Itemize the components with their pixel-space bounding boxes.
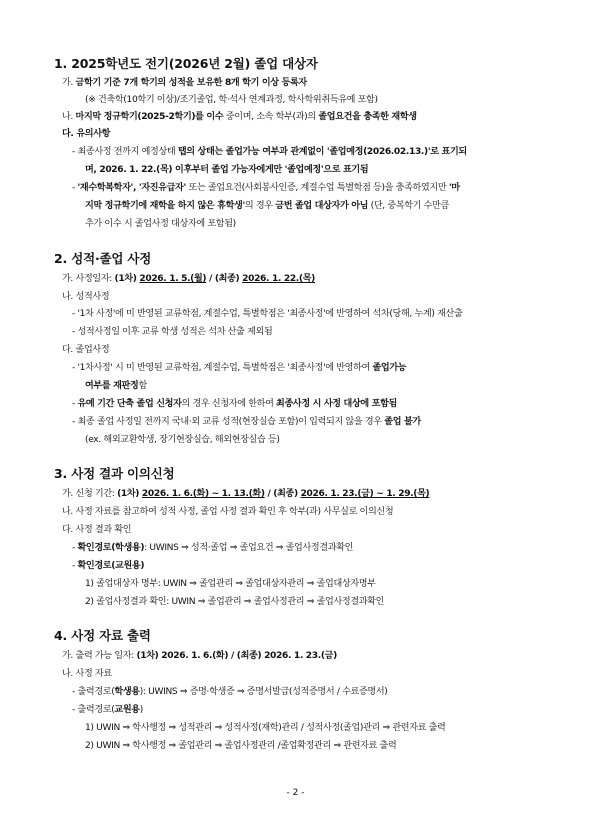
section-1-title: 1. 2025학년도 전기(2026년 2월) 졸업 대상자 <box>54 56 318 71</box>
section-2-title: 2. 성적·졸업 사정 <box>54 251 152 266</box>
s2-item-da: 다. 졸업사정 <box>62 345 110 355</box>
s4-faculty-path-2: 2) UWIN ⇒ 학사행정 ⇒ 졸업관리 ⇒ 졸업사정관리 /졸업확정관리 ⇒ 관련자료 출력 <box>85 741 397 751</box>
s2-na-bullet-1: - '1차 사정'에 미 반영된 교류학점, 계절수업, 특별학점은 '최종사정'에 반영하여 석차(당해, 누계) 재산출 <box>72 309 463 319</box>
s3-bullet-student: - 확인경로(학생용): UWINS ⇒ 성적·졸업 ⇒ 졸업요건 ⇒ 졸업사정결과확인 <box>72 543 354 553</box>
s2-item-ga: 가. 사정일자: (1차) 2026. 1. 5.(월) / (최종) 2026. 1. 22.(목) <box>62 274 315 284</box>
s2-item-na: 나. 성적사정 <box>62 292 110 302</box>
s4-item-na: 나. 사정 자료 <box>62 669 112 679</box>
s4-bullet-faculty: - 출력경로(교원용) <box>72 705 143 715</box>
s1-bullet-1-cont: 며, 2026. 1. 22.(목) 이후부터 졸업 가능자에게만 '졸업예정'으로 표기됨 <box>85 165 369 175</box>
s1-item-ga: 가. 금학기 기준 7개 학기의 성적을 보유한 8개 학기 이상 등록자 <box>62 78 307 88</box>
page-number: - 2 - <box>286 788 305 798</box>
section-3-title: 3. 사정 결과 이의신청 <box>54 466 175 481</box>
s1-item-ga-note: (※ 건축학(10학기 이상)/조기졸업, 학·석사 연계과정, 학사학위취득유예 포함) <box>85 95 378 105</box>
s2-da-bullet-1: - '1차사정' 시 미 반영된 교류학점, 계절수업, 특별학점은 '최종사정'에 반영하여 졸업가능 <box>72 363 407 373</box>
s2-na-bullet-2: - 성적사정일 이후 교류 학생 성적은 석차 산출 제외됨 <box>72 327 273 337</box>
s1-item-da: 다. 유의사항 <box>62 129 111 139</box>
s2-da-bullet-3: - 최종 졸업 사정일 전까지 국내·외 교류 성적(현장실습 포함)이 입력되지 않을 경우 졸업 불가 <box>72 417 421 427</box>
section-4-title: 4. 사정 자료 출력 <box>54 628 151 643</box>
s1-item-na: 나. 마지막 정규학기(2025-2학기)를 이수 중이며, 소속 학부(과)의 졸업요건을 충족한 재학생 <box>62 112 417 122</box>
s3-faculty-path-1: 1) 졸업대상자 명부: UWIN ⇒ 졸업관리 ⇒ 졸업대상자관리 ⇒ 졸업대상자명부 <box>85 579 376 589</box>
s1-bullet-2-cont2: 추가 이수 시 졸업사정 대상자에 포함됨) <box>85 219 236 229</box>
s3-faculty-path-2: 2) 졸업사정결과 확인: UWIN ⇒ 졸업관리 ⇒ 졸업사정관리 ⇒ 졸업사정결과확인 <box>85 597 385 607</box>
s3-item-da: 다. 사정 결과 확인 <box>62 525 132 535</box>
s3-bullet-faculty: - 확인경로(교원용) <box>72 561 145 571</box>
s4-bullet-student: - 출력경로(학생용): UWINS ⇒ 증명·학생증 ⇒ 증명서발급(성적증명서 / 수료증명서) <box>72 687 388 697</box>
s1-bullet-2: - '재수학복학자', '자진유급자' 또는 졸업요건(사회봉사인증, 계절수업 특별학점 등)을 충족하였지만 '마 <box>72 183 460 193</box>
s2-da-bullet-3-cont: (ex. 해외교환학생, 장기현장실습, 해외현장실습 등) <box>85 435 280 445</box>
s3-item-na: 나. 사정 자료를 참고하여 성적 사정, 졸업 사정 결과 확인 후 학부(과) 사무실로 이의신청 <box>62 507 394 517</box>
s3-item-ga: 가. 신청 기간: (1차) 2026. 1. 6.(화) ~ 1. 13.(화) / (최종) 2026. 1. 23.(금) ~ 1. 29.(목) <box>62 489 430 499</box>
s1-bullet-1: - 최종사정 전까지 예정상태 탭의 상태는 졸업가능 여부과 관계없이 '졸업예정(2026.02.13.)'로 표기되 <box>72 147 467 157</box>
s4-item-ga: 가. 출력 가능 일자: (1차) 2026. 1. 6.(화) / (최종) 2026. 1. 23.(금) <box>62 651 337 661</box>
s4-faculty-path-1: 1) UWIN ⇒ 학사행정 ⇒ 성적관리 ⇒ 성적사정(재학)관리 / 성적사정(졸업)관리 ⇒ 관련자료 출력 <box>85 723 446 733</box>
s2-da-bullet-2: - 유예 기간 단축 졸업 신청자의 경우 신청자에 한하여 최종사정 시 사정 대상에 포함됨 <box>72 399 397 409</box>
s1-bullet-2-cont: 지막 정규학기에 재학을 하지 않은 휴학생'의 경우 금번 졸업 대상자가 아님 (단, 중복학기 수만큼 <box>85 201 449 211</box>
s2-da-bullet-1-cont: 여부를 재판정함 <box>85 381 147 391</box>
